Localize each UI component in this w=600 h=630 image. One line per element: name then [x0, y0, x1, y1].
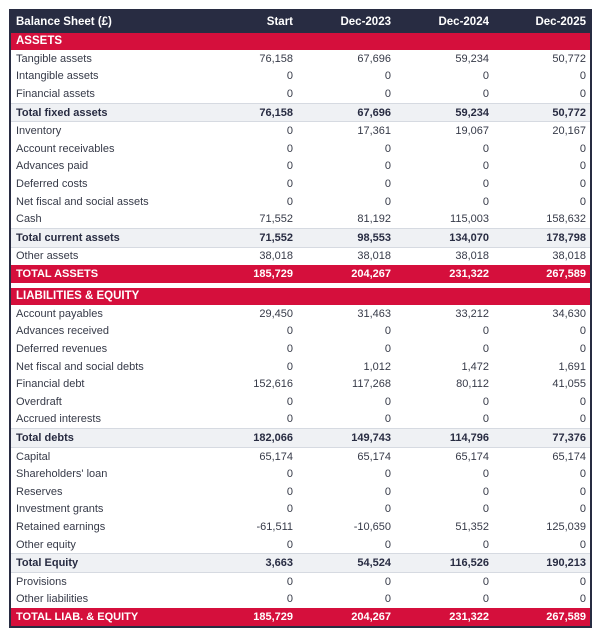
row-label: Advances paid	[10, 158, 199, 176]
section-title: LIABILITIES & EQUITY	[10, 288, 591, 305]
cell-value: 3,663	[199, 554, 297, 573]
section-total-value: 231,322	[395, 265, 493, 283]
cell-value: 0	[297, 483, 395, 501]
row-label: Cash	[10, 210, 199, 228]
table-row	[10, 122, 591, 140]
row-label: Other assets	[10, 247, 199, 265]
cell-value: 65,174	[297, 447, 395, 465]
cell-value: 0	[493, 465, 591, 483]
section-total-value: 185,729	[199, 608, 297, 627]
cell-value: 0	[199, 465, 297, 483]
cell-value: 125,039	[493, 518, 591, 536]
cell-value: 0	[493, 393, 591, 411]
cell-value: 65,174	[493, 447, 591, 465]
cell-value: -61,511	[199, 518, 297, 536]
cell-value: 0	[395, 85, 493, 103]
table-row	[10, 85, 591, 103]
table-row	[10, 591, 591, 609]
cell-value: 54,524	[297, 554, 395, 573]
cell-value: 0	[199, 122, 297, 140]
cell-value: 0	[199, 340, 297, 358]
cell-value: 0	[395, 465, 493, 483]
cell-value: 31,463	[297, 305, 395, 323]
cell-value: 0	[395, 140, 493, 158]
cell-value: 0	[297, 323, 395, 341]
cell-value: 38,018	[297, 247, 395, 265]
row-label: Total debts	[10, 429, 199, 448]
cell-value: 76,158	[199, 103, 297, 122]
row-label: Total Equity	[10, 554, 199, 573]
cell-value: 33,212	[395, 305, 493, 323]
cell-value: 0	[493, 85, 591, 103]
section-header-row	[10, 33, 591, 50]
column-header-dec-2023: Dec-2023	[297, 10, 395, 33]
row-label: Deferred revenues	[10, 340, 199, 358]
cell-value: 0	[199, 323, 297, 341]
cell-value: 0	[493, 140, 591, 158]
subtotal-row	[10, 228, 591, 247]
table-row	[10, 340, 591, 358]
cell-value: 98,553	[297, 228, 395, 247]
table-title: Balance Sheet (£)	[10, 10, 199, 33]
cell-value: 67,696	[297, 103, 395, 122]
column-header-row	[10, 10, 591, 33]
cell-value: 71,552	[199, 210, 297, 228]
cell-value: 0	[493, 411, 591, 429]
cell-value: 0	[297, 340, 395, 358]
row-label: Reserves	[10, 483, 199, 501]
column-header-dec-2025: Dec-2025	[493, 10, 591, 33]
row-label: Account receivables	[10, 140, 199, 158]
cell-value: 38,018	[199, 247, 297, 265]
cell-value: 0	[395, 411, 493, 429]
cell-value: 0	[395, 175, 493, 193]
cell-value: -10,650	[297, 518, 395, 536]
section-total-row	[10, 608, 591, 627]
row-label: Capital	[10, 447, 199, 465]
cell-value: 0	[395, 193, 493, 211]
row-label: Provisions	[10, 573, 199, 591]
row-label: Net fiscal and social debts	[10, 358, 199, 376]
cell-value: 0	[395, 393, 493, 411]
cell-value: 0	[199, 393, 297, 411]
cell-value: 0	[395, 573, 493, 591]
cell-value: 51,352	[395, 518, 493, 536]
cell-value: 80,112	[395, 376, 493, 394]
cell-value: 0	[395, 340, 493, 358]
cell-value: 71,552	[199, 228, 297, 247]
row-label: Total fixed assets	[10, 103, 199, 122]
table-row	[10, 447, 591, 465]
section-total-value: 185,729	[199, 265, 297, 283]
cell-value: 0	[297, 411, 395, 429]
cell-value: 0	[493, 340, 591, 358]
table-row	[10, 140, 591, 158]
table-row	[10, 465, 591, 483]
section-total-value: 267,589	[493, 265, 591, 283]
cell-value: 0	[493, 483, 591, 501]
cell-value: 1,012	[297, 358, 395, 376]
table-row	[10, 411, 591, 429]
cell-value: 29,450	[199, 305, 297, 323]
table-row	[10, 536, 591, 554]
cell-value: 0	[493, 68, 591, 86]
cell-value: 0	[297, 573, 395, 591]
cell-value: 38,018	[395, 247, 493, 265]
row-label: Financial assets	[10, 85, 199, 103]
cell-value: 59,234	[395, 50, 493, 68]
cell-value: 0	[493, 501, 591, 519]
row-label: Accrued interests	[10, 411, 199, 429]
cell-value: 19,067	[395, 122, 493, 140]
cell-value: 0	[297, 501, 395, 519]
section-total-value: 267,589	[493, 608, 591, 627]
cell-value: 34,630	[493, 305, 591, 323]
row-label: Inventory	[10, 122, 199, 140]
cell-value: 114,796	[395, 429, 493, 448]
section-total-label: TOTAL LIAB. & EQUITY	[10, 608, 199, 627]
cell-value: 41,055	[493, 376, 591, 394]
table-row	[10, 501, 591, 519]
cell-value: 0	[297, 85, 395, 103]
cell-value: 65,174	[199, 447, 297, 465]
row-label: Financial debt	[10, 376, 199, 394]
row-label: Advances received	[10, 323, 199, 341]
cell-value: 0	[199, 573, 297, 591]
cell-value: 0	[395, 591, 493, 609]
cell-value: 0	[297, 536, 395, 554]
table-row	[10, 573, 591, 591]
cell-value: 0	[297, 158, 395, 176]
subtotal-row	[10, 103, 591, 122]
row-label: Overdraft	[10, 393, 199, 411]
cell-value: 0	[297, 465, 395, 483]
cell-value: 0	[395, 501, 493, 519]
cell-value: 0	[199, 175, 297, 193]
cell-value: 67,696	[297, 50, 395, 68]
cell-value: 0	[297, 175, 395, 193]
row-label: Account payables	[10, 305, 199, 323]
table-row	[10, 158, 591, 176]
cell-value: 0	[395, 323, 493, 341]
cell-value: 0	[493, 323, 591, 341]
cell-value: 158,632	[493, 210, 591, 228]
cell-value: 115,003	[395, 210, 493, 228]
cell-value: 149,743	[297, 429, 395, 448]
cell-value: 0	[199, 591, 297, 609]
cell-value: 117,268	[297, 376, 395, 394]
table-row	[10, 68, 591, 86]
cell-value: 0	[199, 85, 297, 103]
column-header-start: Start	[199, 10, 297, 33]
cell-value: 81,192	[297, 210, 395, 228]
balance-sheet-table	[9, 9, 592, 628]
cell-value: 0	[395, 158, 493, 176]
cell-value: 1,472	[395, 358, 493, 376]
section-total-value: 204,267	[297, 265, 395, 283]
cell-value: 50,772	[493, 103, 591, 122]
table-row	[10, 358, 591, 376]
cell-value: 0	[199, 193, 297, 211]
cell-value: 0	[493, 591, 591, 609]
table-row	[10, 393, 591, 411]
cell-value: 50,772	[493, 50, 591, 68]
table-row	[10, 376, 591, 394]
cell-value: 65,174	[395, 447, 493, 465]
row-label: Other equity	[10, 536, 199, 554]
section-total-row	[10, 265, 591, 283]
column-header-dec-2024: Dec-2024	[395, 10, 493, 33]
cell-value: 0	[493, 175, 591, 193]
cell-value: 0	[297, 393, 395, 411]
subtotal-row	[10, 429, 591, 448]
cell-value: 1,691	[493, 358, 591, 376]
cell-value: 0	[297, 193, 395, 211]
cell-value: 0	[493, 158, 591, 176]
table-row	[10, 483, 591, 501]
cell-value: 178,798	[493, 228, 591, 247]
table-row	[10, 247, 591, 265]
table-row	[10, 305, 591, 323]
row-label: Other liabilities	[10, 591, 199, 609]
cell-value: 152,616	[199, 376, 297, 394]
section-total-value: 231,322	[395, 608, 493, 627]
cell-value: 0	[199, 140, 297, 158]
cell-value: 20,167	[493, 122, 591, 140]
cell-value: 0	[199, 483, 297, 501]
table-row	[10, 193, 591, 211]
cell-value: 0	[199, 501, 297, 519]
section-header-row	[10, 288, 591, 305]
row-label: Net fiscal and social assets	[10, 193, 199, 211]
cell-value: 190,213	[493, 554, 591, 573]
cell-value: 76,158	[199, 50, 297, 68]
row-label: Total current assets	[10, 228, 199, 247]
cell-value: 134,070	[395, 228, 493, 247]
table-row	[10, 50, 591, 68]
cell-value: 0	[493, 193, 591, 211]
row-label: Retained earnings	[10, 518, 199, 536]
cell-value: 0	[395, 483, 493, 501]
section-total-value: 204,267	[297, 608, 395, 627]
cell-value: 0	[199, 358, 297, 376]
cell-value: 182,066	[199, 429, 297, 448]
cell-value: 38,018	[493, 247, 591, 265]
table-row	[10, 175, 591, 193]
row-label: Shareholders' loan	[10, 465, 199, 483]
row-label: Tangible assets	[10, 50, 199, 68]
cell-value: 116,526	[395, 554, 493, 573]
cell-value: 77,376	[493, 429, 591, 448]
balance-sheet	[9, 9, 592, 628]
cell-value: 0	[493, 536, 591, 554]
subtotal-row	[10, 554, 591, 573]
section-title: ASSETS	[10, 33, 591, 50]
cell-value: 0	[199, 536, 297, 554]
cell-value: 0	[493, 573, 591, 591]
row-label: Investment grants	[10, 501, 199, 519]
cell-value: 0	[199, 158, 297, 176]
cell-value: 0	[395, 536, 493, 554]
cell-value: 0	[199, 411, 297, 429]
row-label: Intangible assets	[10, 68, 199, 86]
cell-value: 0	[395, 68, 493, 86]
cell-value: 0	[199, 68, 297, 86]
row-label: Deferred costs	[10, 175, 199, 193]
section-total-label: TOTAL ASSETS	[10, 265, 199, 283]
cell-value: 0	[297, 140, 395, 158]
table-row	[10, 323, 591, 341]
table-row	[10, 518, 591, 536]
table-row	[10, 210, 591, 228]
cell-value: 0	[297, 68, 395, 86]
cell-value: 17,361	[297, 122, 395, 140]
cell-value: 0	[297, 591, 395, 609]
cell-value: 59,234	[395, 103, 493, 122]
